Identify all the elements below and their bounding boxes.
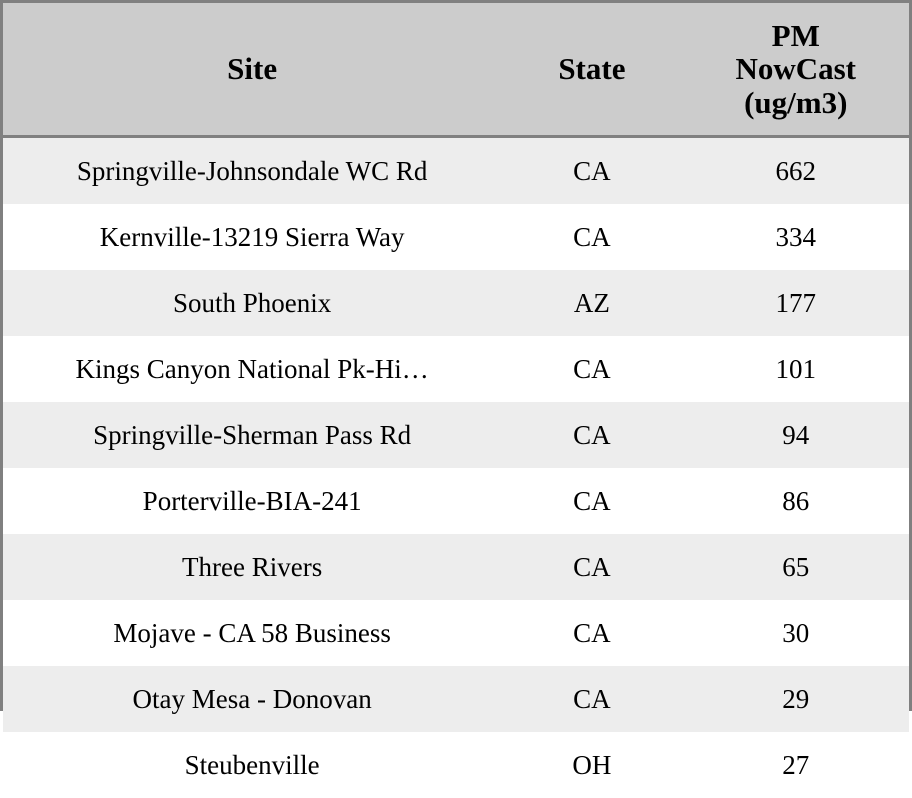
cell-pm-nowcast: 334 bbox=[682, 204, 909, 270]
cell-pm-nowcast: 86 bbox=[682, 468, 909, 534]
cell-state: CA bbox=[501, 402, 682, 468]
cell-site: Kings Canyon National Pk-Hi… bbox=[3, 336, 501, 402]
cell-pm-nowcast: 662 bbox=[682, 137, 909, 205]
cell-site: Porterville-BIA-241 bbox=[3, 468, 501, 534]
column-header-pm-nowcast-line-2: NowCast bbox=[690, 52, 901, 85]
table-row[interactable] bbox=[3, 137, 909, 205]
column-header-site-line-1: Site bbox=[11, 52, 493, 85]
cell-state: CA bbox=[501, 468, 682, 534]
cell-pm-nowcast: 27 bbox=[682, 732, 909, 798]
table-header bbox=[3, 3, 909, 137]
table-header-row bbox=[3, 3, 909, 137]
cell-site: South Phoenix bbox=[3, 270, 501, 336]
table-row[interactable] bbox=[3, 468, 909, 534]
cell-pm-nowcast: 101 bbox=[682, 336, 909, 402]
table-row[interactable] bbox=[3, 204, 909, 270]
cell-pm-nowcast: 29 bbox=[682, 666, 909, 732]
cell-site: Springville-Sherman Pass Rd bbox=[3, 402, 501, 468]
cell-pm-nowcast: 30 bbox=[682, 600, 909, 666]
table-row[interactable] bbox=[3, 534, 909, 600]
cell-state: CA bbox=[501, 600, 682, 666]
column-header-site[interactable] bbox=[3, 3, 501, 137]
cell-site: Steubenville bbox=[3, 732, 501, 798]
cell-site: Three Rivers bbox=[3, 534, 501, 600]
table-row[interactable] bbox=[3, 336, 909, 402]
cell-state: CA bbox=[501, 137, 682, 205]
column-header-pm-nowcast[interactable] bbox=[682, 3, 909, 137]
cell-pm-nowcast: 65 bbox=[682, 534, 909, 600]
cell-state: CA bbox=[501, 336, 682, 402]
air-quality-table bbox=[3, 3, 909, 798]
table-row[interactable] bbox=[3, 600, 909, 666]
cell-site: Springville-Johnsondale WC Rd bbox=[3, 137, 501, 205]
cell-state: OH bbox=[501, 732, 682, 798]
column-header-pm-nowcast-line-3: (ug/m3) bbox=[690, 86, 901, 119]
cell-site: Kernville-13219 Sierra Way bbox=[3, 204, 501, 270]
column-header-state[interactable] bbox=[501, 3, 682, 137]
cell-state: AZ bbox=[501, 270, 682, 336]
cell-state: CA bbox=[501, 666, 682, 732]
column-header-pm-nowcast-line-1: PM bbox=[690, 19, 901, 52]
cell-pm-nowcast: 94 bbox=[682, 402, 909, 468]
cell-state: CA bbox=[501, 534, 682, 600]
table-row[interactable] bbox=[3, 270, 909, 336]
cell-state: CA bbox=[501, 204, 682, 270]
table-row[interactable] bbox=[3, 402, 909, 468]
table-row[interactable] bbox=[3, 666, 909, 732]
cell-site: Mojave - CA 58 Business bbox=[3, 600, 501, 666]
cell-site: Otay Mesa - Donovan bbox=[3, 666, 501, 732]
table-row[interactable] bbox=[3, 732, 909, 798]
cell-pm-nowcast: 177 bbox=[682, 270, 909, 336]
column-header-state-line-1: State bbox=[509, 52, 674, 85]
table-body bbox=[3, 137, 909, 798]
